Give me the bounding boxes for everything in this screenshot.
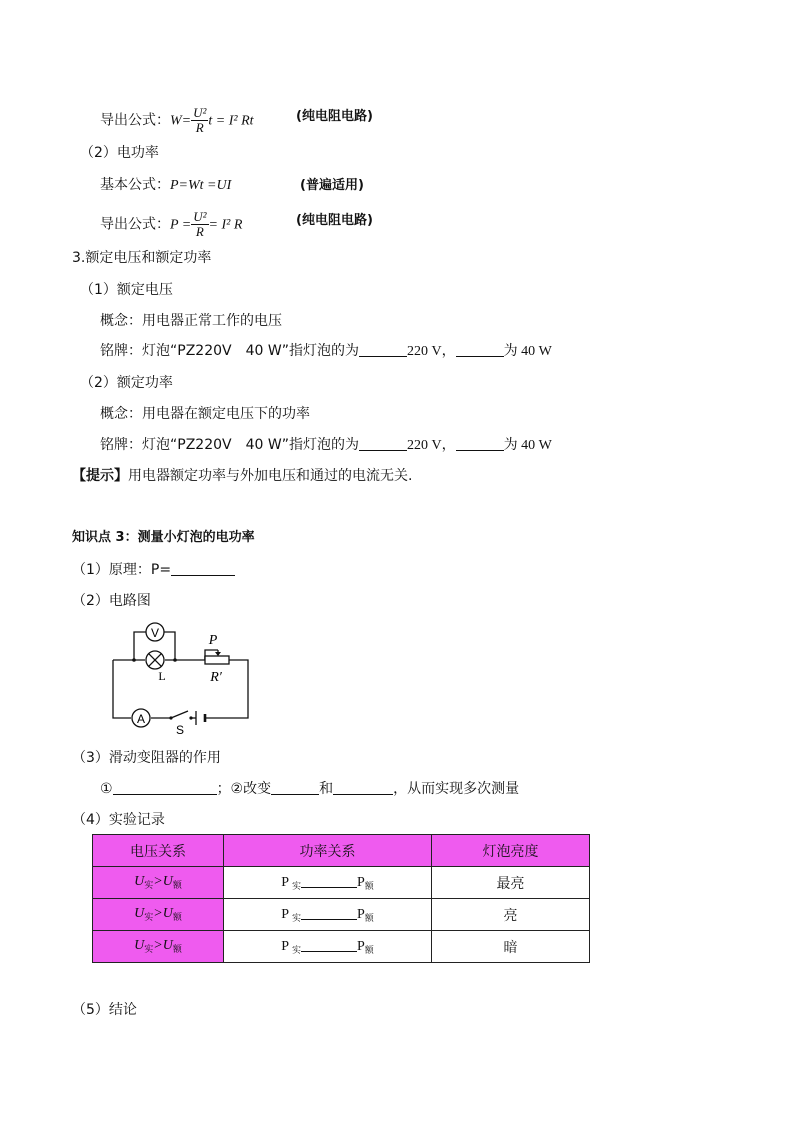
voltage-plate-text: 铭牌：灯泡“PZ220V 40 W”指灯泡的为 xyxy=(100,343,359,359)
rheostat-blank-1 xyxy=(113,780,217,795)
u-symbol: U xyxy=(134,938,145,953)
kp3-rheostat-heading: （3）滑动变阻器的作用 xyxy=(72,750,221,766)
power-derived-formula xyxy=(100,210,242,239)
principle-text: （1）原理：P= xyxy=(72,562,172,578)
p-sub-2: 额 xyxy=(364,946,374,956)
u-sub-2: 额 xyxy=(172,913,182,923)
rated-voltage-plate xyxy=(100,342,552,361)
p-sub: 实 xyxy=(291,914,301,924)
rheostat-d: ，从而实现多次测量 xyxy=(393,781,520,797)
tip-text: 用电器额定功率与外加电压和通过的电流无关. xyxy=(128,468,413,484)
p-sub-2: 额 xyxy=(364,882,374,892)
u-op: >U xyxy=(153,906,173,921)
table-header-row xyxy=(93,835,590,867)
kp3-record-heading: （4）实验记录 xyxy=(72,812,165,828)
switch-contact xyxy=(189,716,192,719)
work-frac-num: U² xyxy=(193,105,207,120)
power-plate-text: 铭牌：灯泡“PZ220V 40 W”指灯泡的为 xyxy=(100,437,359,453)
table-row xyxy=(93,867,590,899)
power-blank xyxy=(301,873,357,888)
u-sub-2: 额 xyxy=(172,881,182,891)
rheostat-r-label: R′ xyxy=(210,670,222,685)
lamp-label: L xyxy=(158,669,166,683)
header-power: 功率关系 xyxy=(224,835,432,867)
tip-tag: 【提示】 xyxy=(72,468,128,484)
power-derived-note: (纯电阻电路) xyxy=(296,213,373,228)
power-fraction xyxy=(191,210,208,239)
rated-power-plate xyxy=(100,436,552,455)
work-fraction xyxy=(191,106,208,135)
kp3-title: 知识点 3：测量小灯泡的电功率 xyxy=(72,530,255,545)
u-symbol: U xyxy=(134,874,145,889)
rated-heading: 3.额定电压和额定功率 xyxy=(72,250,212,266)
u-op: >U xyxy=(153,874,173,889)
power-blank xyxy=(301,905,357,920)
work-derived-label: 导出公式： xyxy=(100,112,170,129)
power-blank-1 xyxy=(359,436,407,451)
power-blank-2 xyxy=(456,436,504,451)
power-cell xyxy=(224,931,432,963)
power-frac-den: R xyxy=(195,224,204,239)
power-frac-num: U² xyxy=(193,209,207,224)
power-cell xyxy=(224,867,432,899)
power-plate-power: 为 40 W xyxy=(503,438,552,453)
voltage-plate-power: 为 40 W xyxy=(503,344,552,359)
junction-left xyxy=(132,658,136,662)
p-symbol-2: P xyxy=(356,875,365,890)
work-note: (纯电阻电路) xyxy=(296,109,373,124)
p-symbol: P xyxy=(281,907,292,922)
kp3-rheostat-line xyxy=(100,780,519,798)
table-row xyxy=(93,931,590,963)
voltage-cell xyxy=(93,899,224,931)
p-symbol: P xyxy=(281,939,292,954)
power-basic-note: (普遍适用) xyxy=(300,178,364,193)
power-blank xyxy=(301,937,357,952)
table-row xyxy=(93,899,590,931)
p-symbol-2: P xyxy=(356,939,365,954)
p-symbol: P xyxy=(281,875,292,890)
kp3-conclusion-heading: （5）结论 xyxy=(72,1002,137,1018)
voltage-plate-value: 220 V， xyxy=(406,344,456,359)
rated-power-heading: （2）额定功率 xyxy=(80,375,173,391)
u-symbol: U xyxy=(134,906,145,921)
kp3-principle xyxy=(72,561,235,579)
u-op: >U xyxy=(153,938,173,953)
brightness-cell: 亮 xyxy=(432,899,590,931)
power-plate-value: 220 V， xyxy=(406,438,456,453)
rated-voltage-concept: 概念：用电器正常工作的电压 xyxy=(100,313,282,329)
voltage-blank-2 xyxy=(456,342,504,357)
power-basic-label: 基本公式： xyxy=(100,177,170,193)
rheostat-p-label: P xyxy=(208,633,218,648)
rheostat-symbol xyxy=(205,656,229,664)
p-sub: 实 xyxy=(291,882,301,892)
work-lhs: W= xyxy=(170,113,192,129)
p-sub: 实 xyxy=(291,946,301,956)
power-basic-expr: P=Wt =UI xyxy=(170,178,232,193)
voltage-blank-1 xyxy=(359,342,407,357)
record-table xyxy=(92,834,590,963)
voltage-cell xyxy=(93,931,224,963)
rheostat-blank-2 xyxy=(271,780,319,795)
switch-blade xyxy=(171,711,188,718)
p-symbol-2: P xyxy=(356,907,365,922)
power-cell xyxy=(224,899,432,931)
work-rest: t = I² Rt xyxy=(208,113,254,129)
power-heading: （2）电功率 xyxy=(80,145,159,161)
u-sub: 实 xyxy=(144,945,154,955)
ammeter-label: A xyxy=(136,712,146,726)
circuit-diagram xyxy=(105,618,255,737)
work-derived-formula xyxy=(100,106,254,135)
brightness-cell: 暗 xyxy=(432,931,590,963)
voltage-cell xyxy=(93,867,224,899)
switch-label: S xyxy=(175,723,185,737)
rheostat-a: ① xyxy=(100,781,113,797)
power-rest: = I² R xyxy=(208,217,243,233)
rated-voltage-heading: （1）额定电压 xyxy=(80,282,173,298)
power-lhs: P = xyxy=(170,217,192,233)
u-sub-2: 额 xyxy=(172,945,182,955)
rheostat-blank-3 xyxy=(333,780,393,795)
p-sub-2: 额 xyxy=(364,914,374,924)
junction-right xyxy=(173,658,177,662)
power-basic-formula xyxy=(100,176,231,195)
brightness-cell: 最亮 xyxy=(432,867,590,899)
power-derived-label: 导出公式： xyxy=(100,216,170,233)
header-brightness: 灯泡亮度 xyxy=(432,835,590,867)
u-sub: 实 xyxy=(144,913,154,923)
u-sub: 实 xyxy=(144,881,154,891)
header-voltage: 电压关系 xyxy=(93,835,224,867)
principle-blank xyxy=(171,561,235,576)
rheostat-c: 和 xyxy=(319,781,334,797)
rheostat-b: ；②改变 xyxy=(216,781,272,797)
voltmeter-label: V xyxy=(150,626,160,640)
kp3-circuit-heading: （2）电路图 xyxy=(72,593,151,609)
work-frac-den: R xyxy=(195,120,204,135)
rated-power-concept: 概念：用电器在额定电压下的功率 xyxy=(100,406,310,422)
tip-line xyxy=(72,467,412,485)
